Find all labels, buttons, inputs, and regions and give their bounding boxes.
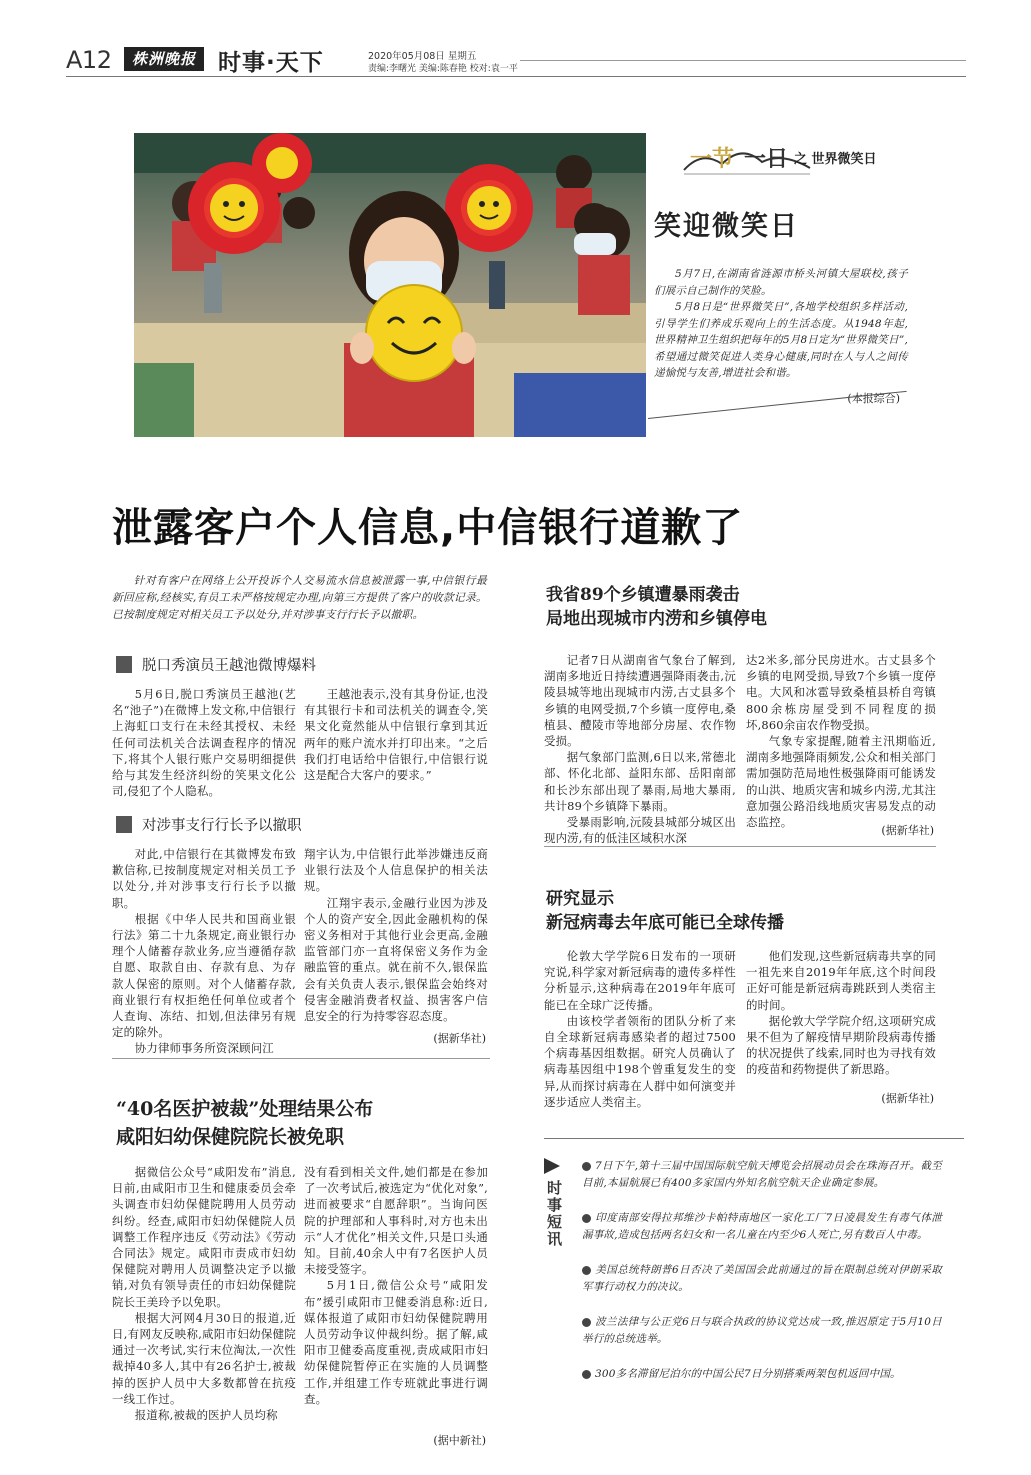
subhead-2-text: 对涉事支行行长予以撤职 [142,818,302,834]
sub2-left-p2: 根据《中华人民共和国商业银行法》第二十九条规定,商业银行办理个人储蓄存款业务,应当遵循存款自愿、取款自由、存款有息、为存款人保密的原则。对个人储蓄存款,商业银行有权拒绝任何单位或者个人查询、冻结、扣划,但法律另有规定的除外。 [112,911,296,1040]
rain-divider [544,846,936,847]
brief-item: 美国总统特朗普6日否决了美国国会此前通过的旨在限制总统对伊朗采取军事行动权力的决议。 [582,1264,942,1293]
masthead-rule [66,76,966,77]
smiley-card [366,285,462,381]
rain-left-p1: 记者7日从湖南省气象台了解到,湖南多地近日持续遭遇强降雨袭击,沅陵县城等地出现城市内涝,古丈县多个乡镇的电网受损,7个乡镇一度停电,桑植县、醴陵市等地部分房屋、农作物受损。 [544,653,736,749]
xianyang-right-p1: 没有看到相关文件,她们都是在参加了一次考试后,被选定为“优化对象”,进而被要求“自愿辞职”。当询问医院的护理部和人事科时,对方也未出示“人才优化”相关文件,只是口头通知。目前,40余人中有7名医护人员未接受签字。 [304,1165,488,1277]
xianyang-right-p2: 5月1日,微信公众号“咸阳发布”援引咸阳市卫健委消息称:近日,媒体报道了咸阳市妇幼保健院聘用人员劳动争议仲裁纠纷。据了解,咸阳市卫健委高度重视,责成咸阳市妇幼保健院暂停正在实施的人员调整工作,并组建工作专班就此事进行调查。 [304,1278,488,1406]
masthead-rule-short [520,60,966,61]
rain-title-2: 局地出现城市内涝和乡镇停电 [546,609,767,629]
xianyang-left-p1: 据微信公众号“咸阳发布”消息,日前,由咸阳市卫生和健康委员会牵头调查市妇幼保健院聘用人员劳动纠纷。经查,咸阳市妇幼保健院人员调整工作程序违反《劳动法》《劳动合同法》规定。咸阳市责成市妇幼保健院对聘用人员调整决定予以撤销,对负有领导责任的市妇幼保健院院长王美玲予以免职。 [112,1165,296,1309]
virus-title-1: 研究显示 [546,889,614,909]
bullet-icon [582,1370,591,1379]
sub2-left-p3: 协力律师事务所资深顾问江 [134,1041,274,1056]
virus-right-p1: 他们发现,这些新冠病毒共享的同一祖先来自2019年年底,这个时间段正好可能是新冠病毒跳跃到人类宿主的时间。 [746,949,936,1012]
masthead [0,0,1031,80]
page-number: A12 [66,46,112,74]
feature-caption [654,266,908,382]
editor-credits: 责编:李曙光 美编:陈春艳 校对:袁一平 [368,64,518,74]
feature-source: (本报综合) [847,392,900,405]
sunflower-top [252,133,312,193]
brief-item: 波兰法律与公正党6日与联合执政的协议党达成一致,推迟原定于5月10日举行的总统选举。 [582,1316,942,1345]
virus-title-2: 新冠病毒去年底可能已全球传播 [546,913,784,933]
sub2-right-p2: 江翔宇表示,金融行业因为涉及个人的资产安全,因此金融机构的保密义务相对于其他行业会更高,金融监管部门亦一直将保密义务作为金融监管的重点。就在前不久,银保监会有关负责人表示,银保监会始终对侵害金融消费者权益、损害客户信息安全的行为持零容忍态度。 [304,895,488,1024]
subhead-marker [116,656,132,673]
briefs-label: 时事短讯 [545,1180,563,1248]
virus-left-p2: 由该校学者领衔的团队分析了来自全球新冠病毒感染者的超过7500个病毒基因组数据。研究人员确认了病毒基因组中198个曾重复发生的变异,从而探讨病毒在人群中如何演变并逐步适应人类宿主。 [544,1013,736,1109]
sub1-left-p: 5月6日,脱口秀演员王越池(艺名“池子”)在微博上发文称,中信银行上海虹口支行在未经其授权、未经任何司法机关合法调查程序的情况下,将其个人银行账户交易明细提供给与其发生经济纠纷的笑果文化公司,侵犯了个人隐私。 [112,687,296,799]
virus-source: (据新华社) [881,1092,934,1105]
section-title: 时事·天下 [218,50,324,76]
rain-right-p2: 气象专家提醒,随着主汛期临近,湖南多地强降雨频发,公众和相关部门需加强防范局地性极强降雨可能诱发的山洪、地质灾害和城乡内涝,尤其注意加强公路沿线地质灾害易发点的动态监控。 [746,734,936,830]
bullet-icon [582,1214,591,1223]
bullet-icon [582,1318,591,1327]
feature-label-text: 之 世界微笑日 [794,152,877,167]
rain-left-p3: 受暴雨影响,沅陵县城部分城区出现内涝,有的低洼区域积水深 [544,815,736,846]
sunflower-right [445,164,533,252]
briefs-label-box [544,1158,566,1248]
sub1-col-left [112,686,296,799]
rain-left-p2: 据气象部门监测,6日以来,常德北部、怀化北部、益阳东部、岳阳南部和长沙东部出现了暴雨,局地大暴雨,共计89个乡镇降下暴雨。 [544,750,736,813]
feature-photo [134,133,646,437]
xianyang-col-left [112,1164,296,1423]
brief-item: 300多名滞留尼泊尔的中国公民7日分别搭乘两架包机返回中国。 [582,1366,942,1383]
sub1-col-right [304,686,488,783]
rain-right-p1: 达2米多,部分民房进水。古丈县多个乡镇的电网受损,导致7个乡镇一度停电。大风和冰雹导致桑植县桥自弯镇800余栋房屋受到不同程度的损坏,860余亩农作物受损。 [746,653,936,732]
xianyang-col-right [304,1164,488,1407]
sub2-left-p1: 对此,中信银行在其微博发布致歉信称,已按制度规定对相关员工予以处分,并对涉事支行行长予以撤职。 [112,847,296,910]
sub2-col-left [112,846,296,1057]
rain-title-1: 我省89个乡镇遭暴雨袭击 [546,585,740,605]
virus-right-p2: 据伦敦大学学院介绍,这项研究成果不但为了解疫情早期阶段病毒传播的状况提供了线索,同时也为寻找有效的疫苗和药物提供了新思路。 [746,1013,936,1077]
briefs-list [582,1158,942,1401]
headline-lead-text: 针对有客户在网络上公开投诉个人交易流水信息被泄露一事,中信银行最新回应称,经核实,有员工未严格按规定办理,向第三方提供了客户的收款记录。已按制度规定对相关员工予以处分,并对涉事支行行长予以撤职。 [112,574,487,621]
classroom-photo-illustration [134,133,646,437]
issue-date: 2020年05月08日 星期五 [368,51,477,62]
subhead-1 [116,654,316,675]
arrow-icon [544,1158,560,1174]
rain-source: (据新华社) [881,824,934,837]
xianyang-source: (据中新社) [433,1434,486,1447]
sub2-col-right [304,846,488,1024]
rain-col-left [544,652,736,846]
virus-left-p1: 伦敦大学学院6日发布的一项研究说,科学家对新冠病毒的遗传多样性分析显示,这种病毒在2019年年底可能已在全球广泛传播。 [544,949,736,1012]
sub2-right-p1: 翔宇认为,中信银行此举涉嫌违反商业银行法及个人信息保护的相关法规。 [304,847,488,894]
feature-title: 笑迎微笑日 [654,211,799,242]
brief-item: 7日下午,第十三届中国国际航空航天博览会招展动员会在珠海召开。截至目前,本届航展已有400多家国内外知名航空航天企业确定参展。 [582,1160,942,1189]
subhead-2 [116,814,302,835]
virus-col-left [544,948,736,1110]
bullet-icon [582,1266,591,1275]
column-divider [112,1058,490,1059]
virus-col-right [746,948,936,1078]
feature-label [682,140,912,180]
feature-caption-p1: 5月7日,在湖南省涟源市桥头河镇大屋联校,孩子们展示自己制作的笑脸。 [654,268,908,297]
paper-logo: 株洲晚报 [124,47,204,71]
brief-item: 印度南部安得拉邦维沙卡帕特南地区一家化工厂7日凌晨发生有毒气体泄漏事故,造成包括两名妇女和一名儿童在内至少6人死亡,另有数百人中毒。 [582,1212,942,1241]
feature-caption-p2: 5月8日是“世界微笑日”,各地学校组织多样活动,引导学生们养成乐观向上的生活态度。从1948年起,世界精神卫生组织把每年的5月8日定为“世界微笑日”,希望通过微笑促进人类身心健康,同时在人与人之间传递愉悦与友善,增进社会和谐。 [654,301,908,379]
xianyang-left-p2: 根据大河网4月30日的报道,近日,有网友反映称,咸阳市妇幼保健院通过一次考试,实行末位淘汰,一次性裁掉40多人,其中有26名护士,被裁掉的医护人员中大多数都曾在抗疫一线工作过。 [112,1310,296,1406]
feature-label-char-a: 一节 [690,146,735,172]
xianyang-left-p3: 报道称,被裁的医护人员均称 [134,1408,278,1423]
rain-col-right [746,652,936,830]
headline-lead [112,572,487,623]
briefs-divider [544,1138,964,1139]
bullet-icon [582,1162,591,1171]
sub1-right-p: 王越池表示,没有其身份证,也没有其银行卡和司法机关的调查令,笑果文化竟然能从中信银行拿到其近两年的账户流水并打印出来。“之后我们打电话给中信银行,中信银行说这是配合大客户的要求。” [304,687,488,783]
subhead-marker [116,816,132,833]
main-headline: 泄露客户个人信息,中信银行道歉了 [112,505,744,551]
feature-label-char-b: 一日 [744,146,789,172]
headline-source: (据新华社) [433,1032,486,1045]
xianyang-title-1: “40名医护被裁”处理结果公布 [116,1098,374,1120]
subhead-1-text: 脱口秀演员王越池微博爆料 [142,658,316,674]
xianyang-title-2: 咸阳妇幼保健院院长被免职 [116,1126,345,1148]
